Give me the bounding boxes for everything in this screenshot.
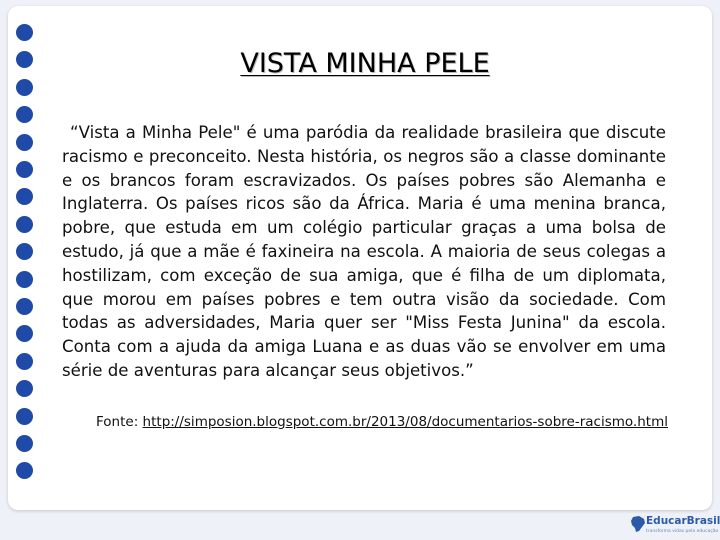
binder-rings bbox=[16, 24, 40, 494]
educarbrasil-logo bbox=[630, 512, 720, 538]
binder-ring bbox=[16, 161, 33, 178]
binder-ring bbox=[16, 106, 33, 123]
binder-ring bbox=[16, 79, 33, 96]
source-label: Fonte: bbox=[96, 414, 139, 430]
binder-ring bbox=[16, 188, 33, 205]
binder-ring bbox=[16, 271, 33, 288]
slide-title: VISTA MINHA PELE bbox=[240, 48, 490, 79]
binder-ring bbox=[16, 243, 33, 260]
binder-ring bbox=[16, 134, 33, 151]
slide-paragraph: “Vista a Minha Pele" é uma paródia da realidade brasileira que discute racismo e preconceito. Nesta história, os negros são a classe dominante e os brancos foram escravizados. Os países pobres são Alemanha e Inglaterra. Os países ricos são da África. Maria é uma menina branca, pobre, que estuda em um colégio particular graças a uma bolsa de estudo, já que a mãe é faxineira na escola. A maioria de seus colegas a hostilizam, com exceção de sua amiga, que é filha de um diplomata, que morou em países pobres e tem outra visão da sociedade. Com todas as adversidades, Maria quer ser "Miss Festa Junina" da escola. Conta com a ajuda da amiga Luana e as duas vão se envolver em uma série de aventuras para alcançar seus objetivos.” bbox=[62, 123, 666, 380]
binder-ring bbox=[16, 325, 33, 342]
binder-ring bbox=[16, 298, 33, 315]
binder-ring bbox=[16, 216, 33, 233]
binder-ring bbox=[16, 380, 33, 397]
source-link[interactable]: http://simposion.blogspot.com.br/2013/08/documentarios-sobre-racismo.html bbox=[142, 414, 668, 430]
logo-tagline: transforma vidas pela educação bbox=[646, 529, 719, 534]
binder-ring bbox=[16, 353, 33, 370]
brazil-map-icon bbox=[630, 515, 646, 533]
source-citation bbox=[96, 414, 696, 430]
binder-ring bbox=[16, 24, 33, 41]
binder-ring bbox=[16, 435, 33, 452]
logo-text: EducarBrasil bbox=[646, 515, 720, 527]
binder-ring bbox=[16, 408, 33, 425]
binder-ring bbox=[16, 462, 33, 479]
